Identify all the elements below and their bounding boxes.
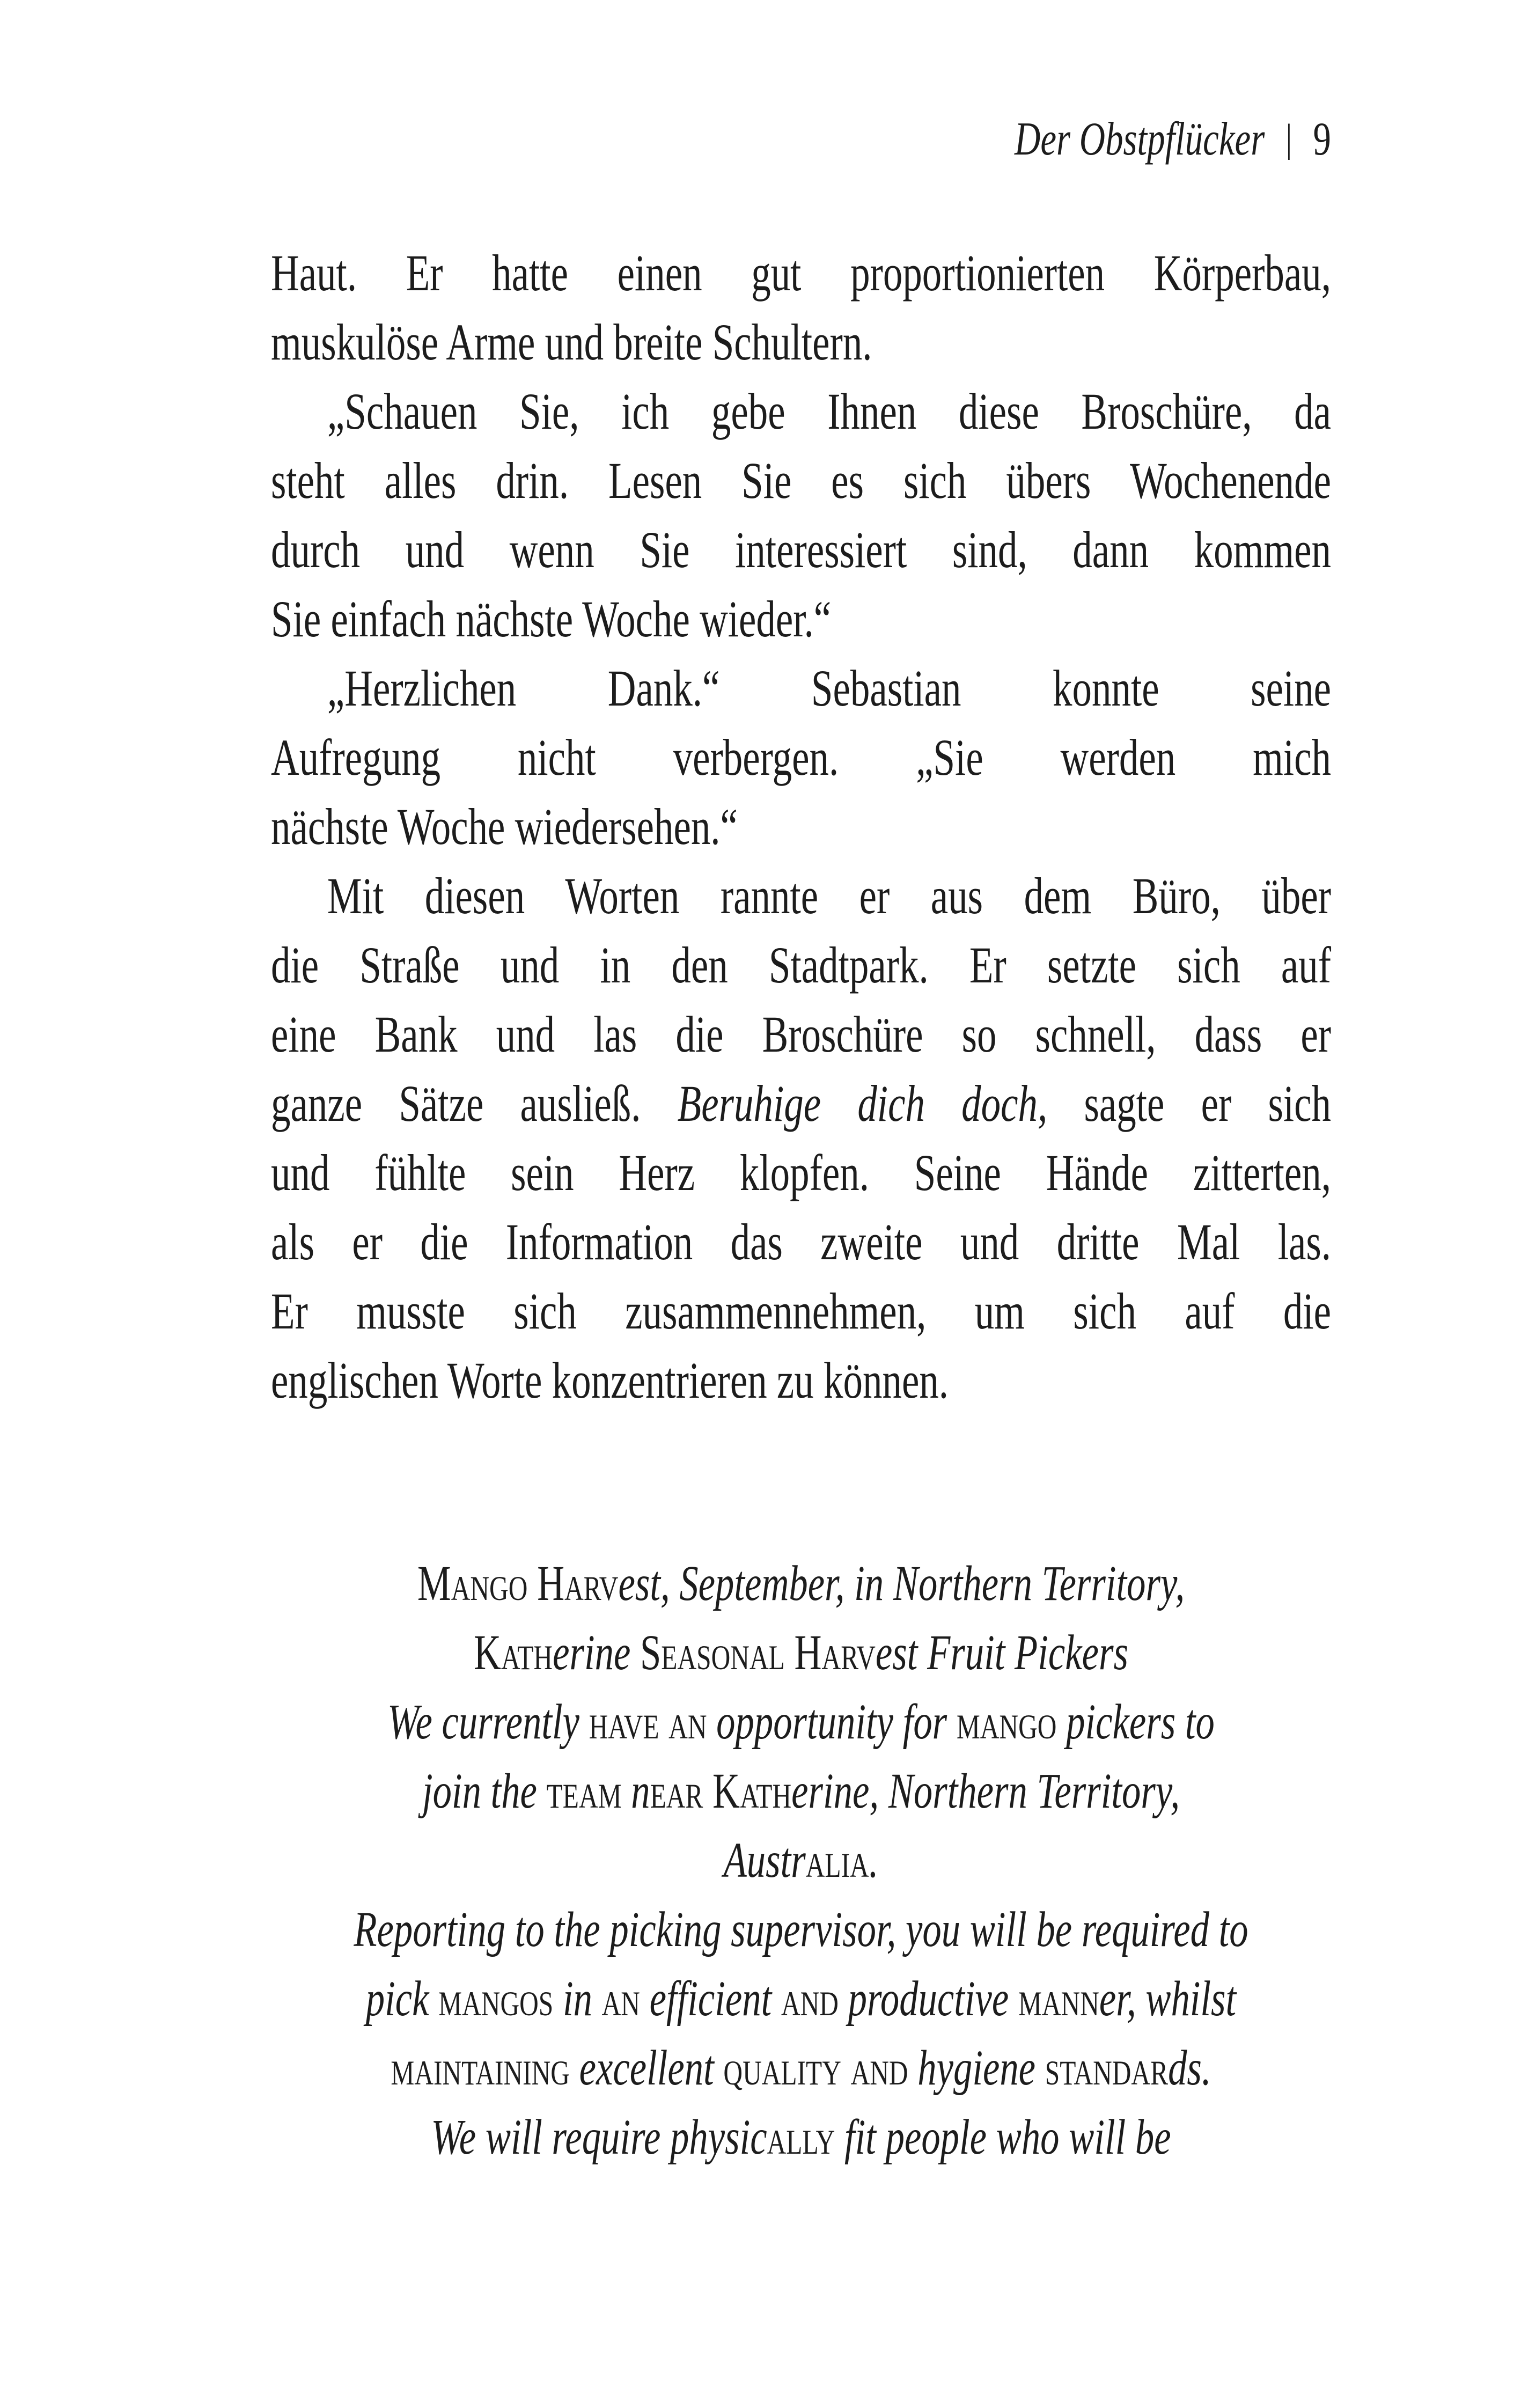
text-segment: Sie einfach nächste Woche wieder.“	[271, 590, 832, 648]
text-segment: team	[546, 1764, 622, 1819]
text-line	[271, 1276, 1331, 1346]
text-segment: englischen Worte konzentrieren zu können.	[271, 1352, 949, 1409]
text-segment: efficient	[640, 1971, 781, 2027]
text-segment: Reporting to the picking supervisor, you will be required to	[354, 1902, 1248, 1957]
text-segment: und fühlte sein Herz klopfen. Seine Hände zitterten,	[271, 1144, 1331, 1201]
text-line	[271, 2033, 1331, 2103]
text-segment: We will require physic	[431, 2110, 767, 2165]
text-segment: Aufregung nicht verbergen. „Sie werden mich	[271, 729, 1331, 786]
text-segment: steht alles drin. Lesen Sie es sich übers Wochenende	[271, 452, 1331, 509]
text-segment: Mango Harv	[417, 1556, 619, 1611]
paragraph-3	[271, 654, 1331, 861]
text-segment: nächste Woche wiedersehen.“	[271, 798, 738, 855]
text-line	[271, 515, 1331, 584]
text-segment: Er musste sich zusammennehmen, um sich auf die	[271, 1282, 1331, 1340]
text-line	[271, 1757, 1331, 1826]
text-segment: n	[621, 1764, 650, 1819]
text-segment	[703, 1764, 712, 1819]
text-segment: er, whilst	[1099, 1971, 1237, 2027]
text-line	[271, 238, 1331, 307]
text-line	[271, 584, 1331, 654]
paragraph-2	[271, 377, 1331, 654]
text-segment: „Herzlichen Dank.“ Sebastian konnte seine	[327, 659, 1331, 717]
text-segment: Seasonal Harv	[640, 1625, 876, 1680]
text-line	[271, 2103, 1331, 2172]
text-segment: maintaining	[391, 2040, 570, 2096]
text-line	[271, 1964, 1331, 2033]
text-segment: ear	[650, 1764, 703, 1819]
text-segment: in	[553, 1971, 602, 2027]
text-segment: and	[781, 1971, 839, 2027]
text-line	[271, 723, 1331, 792]
text-segment: erine, Northern Territory,	[791, 1764, 1180, 1819]
text-segment: „Schauen Sie, ich gebe Ihnen diese Broschüre, da	[327, 383, 1331, 440]
text-segment: Kath	[712, 1764, 792, 1819]
text-segment: join the	[422, 1764, 547, 1819]
text-segment: mann	[1018, 1971, 1099, 2027]
text-line	[271, 1826, 1331, 1895]
text-line	[271, 1549, 1331, 1618]
text-segment: opportunity for	[707, 1694, 957, 1750]
text-segment: muskulöse Arme und breite Schultern.	[271, 313, 872, 371]
text-line	[271, 307, 1331, 377]
header-separator: |	[1285, 116, 1292, 160]
text-segment: We currently	[387, 1694, 589, 1750]
text-line	[271, 1069, 1331, 1138]
text-segment: an	[601, 1971, 640, 2027]
text-segment: Beruhige dich doch,	[677, 1075, 1048, 1132]
running-header	[271, 113, 1331, 168]
text-segment: quality and	[723, 2040, 908, 2096]
text-line	[271, 1207, 1331, 1276]
text-segment: als er die Information das zweite und dritte Mal las.	[271, 1213, 1331, 1271]
text-segment: standar	[1045, 2040, 1169, 2096]
body-text	[271, 238, 1331, 1415]
text-line	[271, 654, 1331, 723]
book-title: Der Obstpflücker	[1015, 113, 1265, 165]
paragraph-1	[271, 238, 1331, 377]
text-segment: mango	[956, 1694, 1057, 1750]
text-segment: est, September, in Northern Territory,	[618, 1556, 1185, 1611]
text-segment: eine Bank und las die Broschüre so schnell, dass er	[271, 1005, 1331, 1063]
text-segment: pickers to	[1056, 1694, 1215, 1750]
text-segment: pick	[365, 1971, 439, 2027]
text-line	[271, 1618, 1331, 1687]
text-segment: est Fruit Pickers	[875, 1625, 1128, 1680]
text-segment: fit people who will be	[835, 2110, 1171, 2165]
text-segment: hygiene	[908, 2040, 1045, 2096]
text-segment: .	[869, 1833, 879, 1888]
text-segment: sagte er sich	[1047, 1075, 1332, 1132]
text-line	[271, 1687, 1331, 1757]
text-segment: ganze Sätze ausließ.	[271, 1075, 678, 1132]
text-segment: have an	[589, 1694, 707, 1750]
text-line	[271, 1000, 1331, 1069]
text-segment: Austr	[723, 1833, 806, 1888]
page-number: 9	[1313, 113, 1331, 165]
text-line	[271, 861, 1331, 930]
text-line	[271, 930, 1331, 1000]
text-segment: Kath	[474, 1625, 553, 1680]
text-segment: alia	[805, 1833, 869, 1888]
text-line	[271, 792, 1331, 861]
text-line	[271, 377, 1331, 446]
text-block	[271, 113, 1331, 2172]
text-segment: die Straße und in den Stadtpark. Er setzte sich auf	[271, 936, 1331, 994]
text-line	[271, 1346, 1331, 1415]
text-segment: Mit diesen Worten rannte er aus dem Büro, über	[327, 867, 1331, 924]
text-segment: productive	[838, 1971, 1018, 2027]
text-segment: ds.	[1168, 2040, 1211, 2096]
paragraph-4	[271, 861, 1331, 1415]
text-segment: erine	[553, 1625, 641, 1680]
text-segment: ally	[767, 2110, 835, 2165]
text-line	[271, 1138, 1331, 1207]
text-segment: mangos	[438, 1971, 554, 2027]
text-segment: durch und wenn Sie interessiert sind, dann kommen	[271, 521, 1331, 578]
text-line	[271, 1895, 1331, 1964]
job-ad-announcement	[271, 1549, 1331, 2172]
text-segment: Haut. Er hatte einen gut proportionierten Körperbau,	[271, 244, 1331, 302]
text-segment: excellent	[569, 2040, 724, 2096]
text-line	[271, 446, 1331, 515]
